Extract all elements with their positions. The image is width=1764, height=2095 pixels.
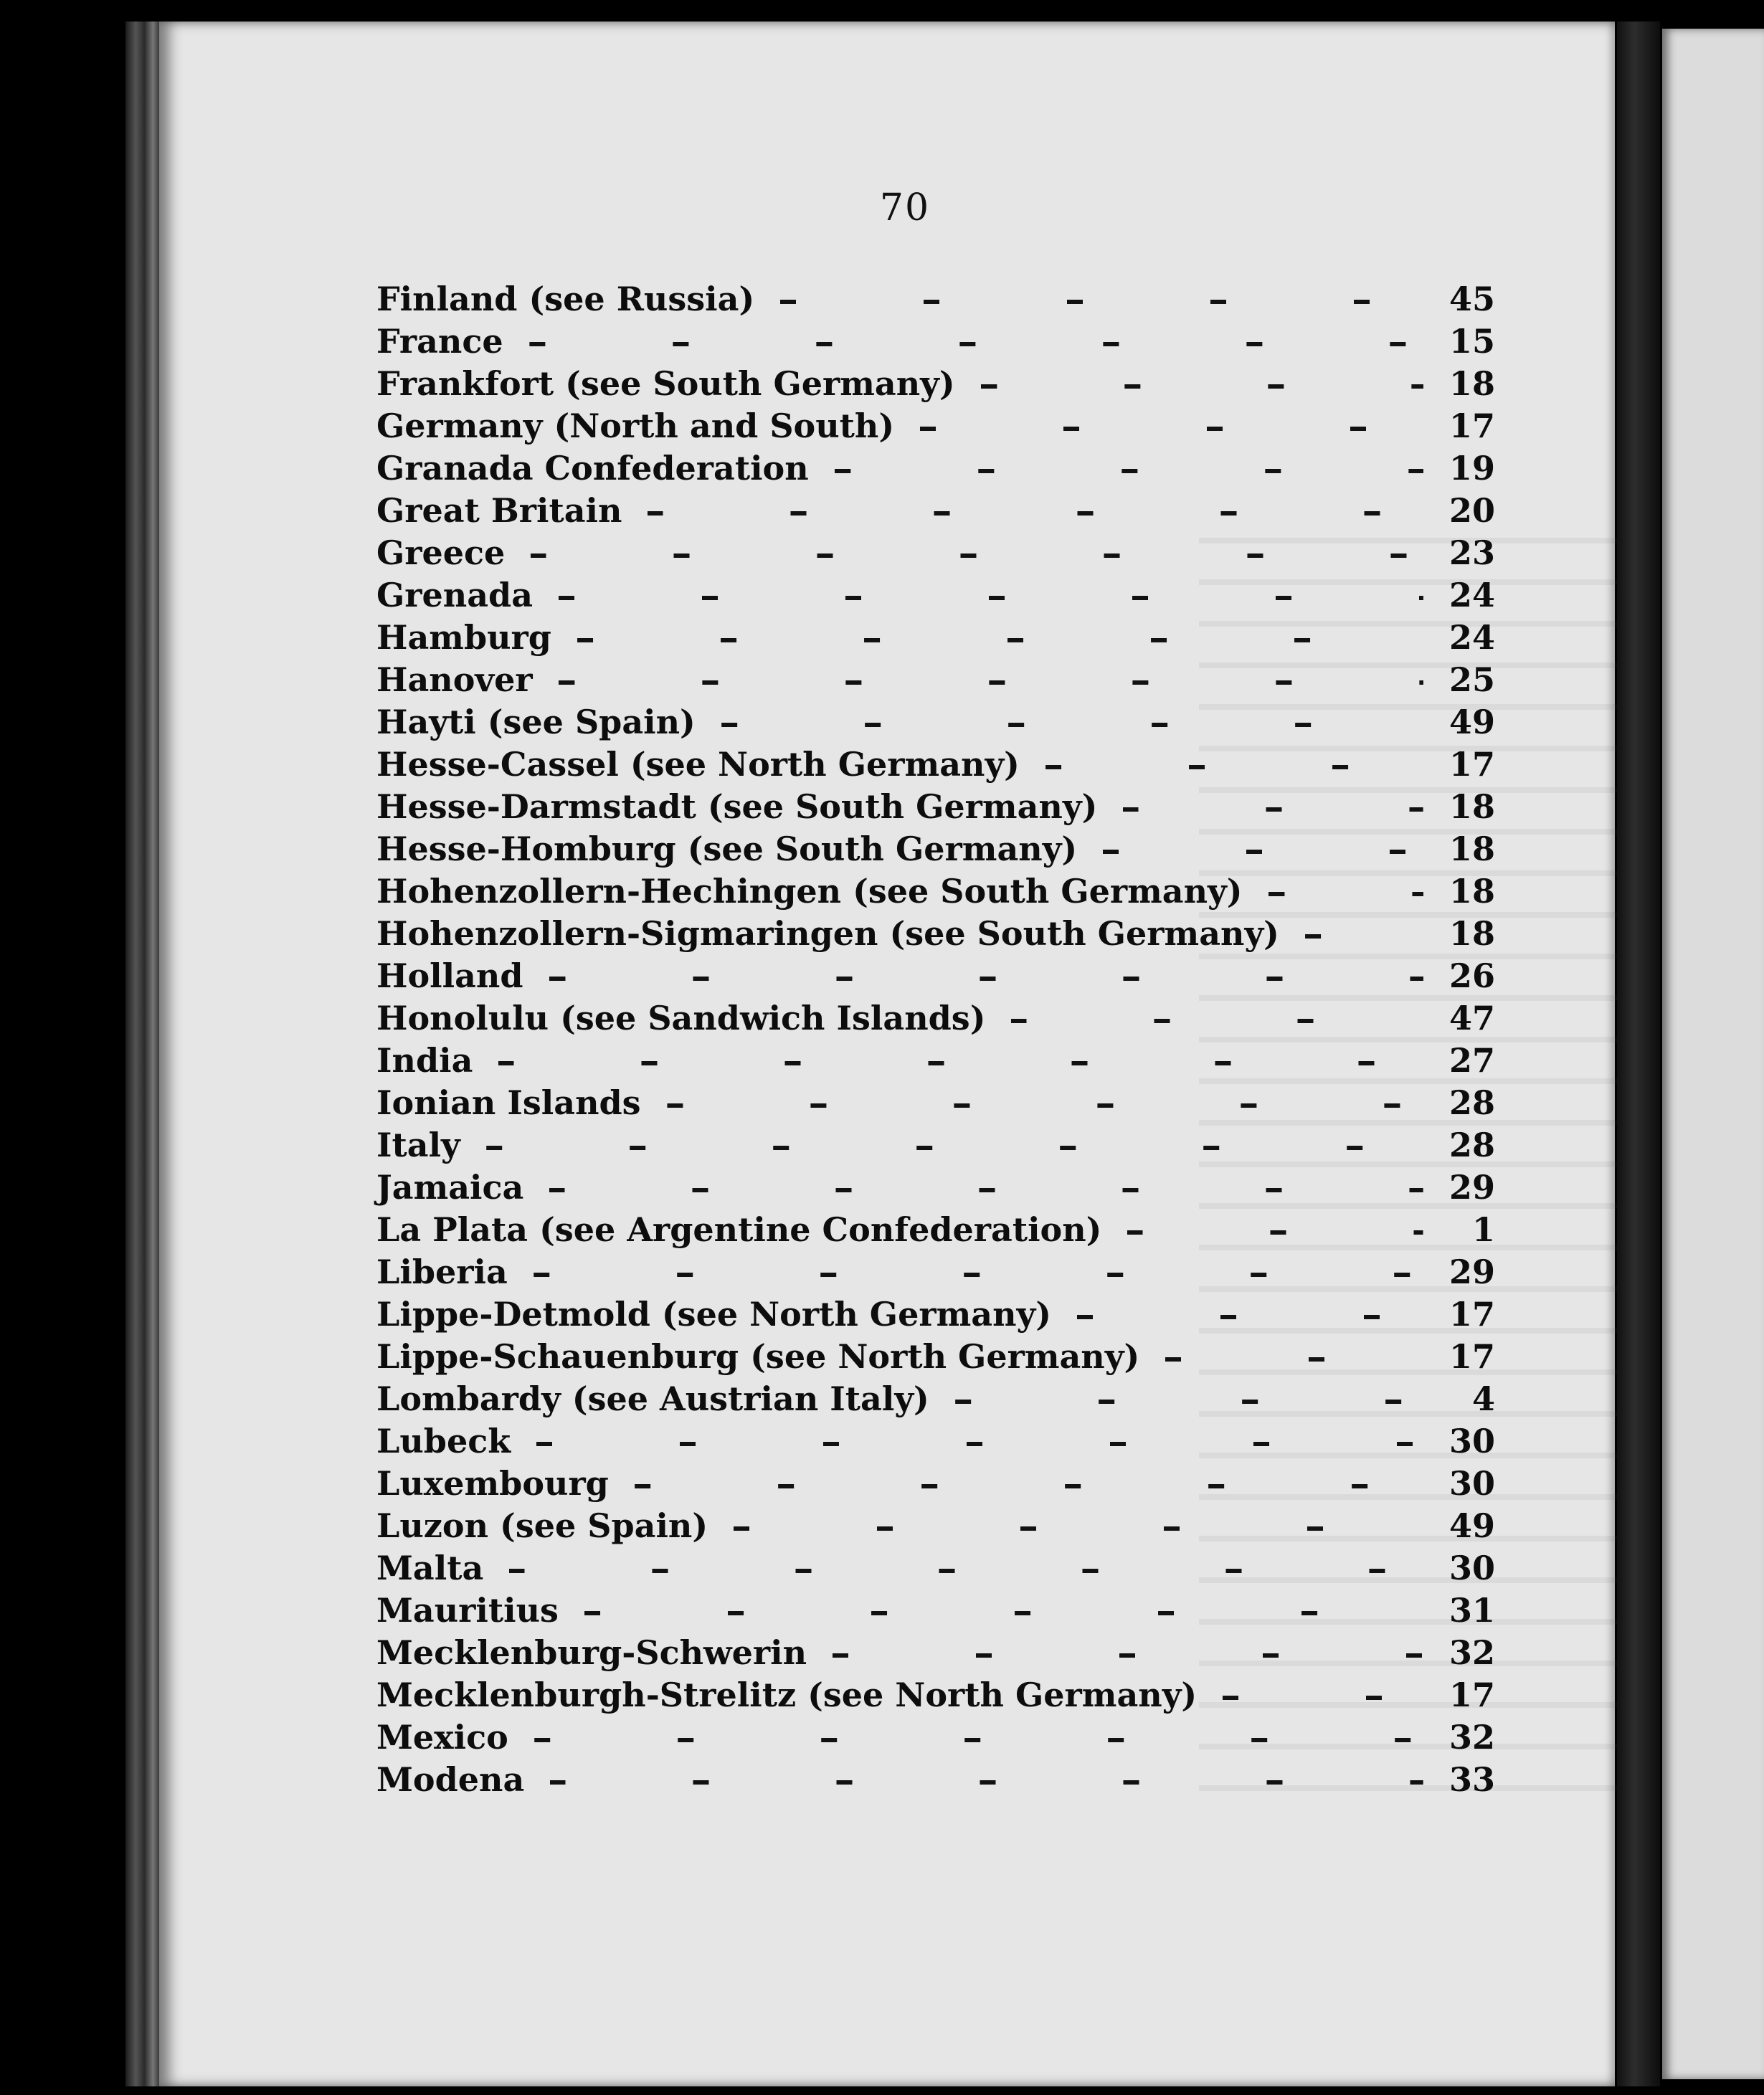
dot-leader bbox=[549, 971, 1423, 985]
entry-page-number: 19 bbox=[1448, 449, 1495, 488]
dot-leader bbox=[734, 1521, 1423, 1535]
entry-name: Hamburg bbox=[376, 618, 551, 657]
dot-leader bbox=[920, 421, 1423, 435]
entry-name: Hesse-Cassel (see North Germany) bbox=[376, 745, 1020, 784]
index-entry bbox=[376, 872, 1495, 914]
index-entry bbox=[376, 491, 1495, 533]
entry-name: Hesse-Homburg (see South Germany) bbox=[376, 830, 1078, 868]
index-entry bbox=[376, 364, 1495, 407]
index-entry bbox=[376, 1464, 1495, 1506]
index-entry bbox=[376, 576, 1495, 618]
entry-page-number: 4 bbox=[1471, 1379, 1495, 1418]
entry-page-number: 49 bbox=[1448, 1506, 1495, 1545]
entry-name: Luzon (see Spain) bbox=[376, 1506, 708, 1545]
index-entry bbox=[376, 956, 1495, 999]
index-entry bbox=[376, 660, 1495, 703]
entry-name: Granada Confederation bbox=[376, 449, 809, 488]
entry-page-number: 20 bbox=[1448, 491, 1495, 530]
index-entry bbox=[376, 1591, 1495, 1633]
entry-page-number: 32 bbox=[1448, 1718, 1495, 1757]
index-entry bbox=[376, 745, 1495, 787]
adjacent-page bbox=[1662, 29, 1764, 2079]
dot-leader bbox=[534, 1732, 1423, 1747]
entry-name: Frankfort (see South Germany) bbox=[376, 364, 955, 403]
index-entry bbox=[376, 1295, 1495, 1337]
dot-leader bbox=[550, 1775, 1423, 1789]
index-entry bbox=[376, 1083, 1495, 1126]
index-list bbox=[376, 280, 1495, 1802]
entry-page-number: 30 bbox=[1448, 1422, 1495, 1460]
entry-name: Lubeck bbox=[376, 1422, 511, 1460]
dot-leader bbox=[536, 1436, 1423, 1450]
index-entry bbox=[376, 1549, 1495, 1591]
entry-name: Mecklenburgh-Strelitz (see North Germany) bbox=[376, 1676, 1198, 1714]
index-entry bbox=[376, 1210, 1495, 1253]
dot-leader bbox=[486, 1140, 1423, 1154]
entry-name: Mauritius bbox=[376, 1591, 559, 1630]
dot-leader bbox=[559, 590, 1423, 604]
entry-page-number: 15 bbox=[1448, 322, 1495, 361]
dot-leader bbox=[1103, 844, 1423, 858]
entry-name: Hayti (see Spain) bbox=[376, 703, 696, 741]
dot-leader bbox=[1165, 1351, 1423, 1366]
index-entry bbox=[376, 533, 1495, 576]
entry-name: France bbox=[376, 322, 503, 361]
index-entry bbox=[376, 830, 1495, 872]
entry-page-number: 29 bbox=[1448, 1168, 1495, 1207]
entry-name: Lombardy (see Austrian Italy) bbox=[376, 1379, 929, 1418]
entry-page-number: 17 bbox=[1448, 407, 1495, 445]
dot-leader bbox=[1305, 928, 1423, 943]
dot-leader bbox=[584, 1605, 1423, 1620]
dot-leader bbox=[1123, 802, 1423, 816]
entry-page-number: 24 bbox=[1448, 618, 1495, 657]
entry-name: Modena bbox=[376, 1760, 525, 1799]
dot-leader bbox=[509, 1563, 1423, 1577]
index-entry bbox=[376, 280, 1495, 322]
dot-leader bbox=[833, 1648, 1423, 1662]
entry-page-number: 1 bbox=[1471, 1210, 1495, 1249]
index-entry bbox=[376, 1422, 1495, 1464]
entry-name: India bbox=[376, 1041, 473, 1080]
book-binding bbox=[125, 22, 160, 2086]
index-entry bbox=[376, 449, 1495, 491]
entry-name: Lippe-Detmold (see North Germany) bbox=[376, 1295, 1052, 1334]
dot-leader bbox=[529, 336, 1423, 351]
dot-leader bbox=[648, 505, 1423, 520]
dot-leader bbox=[498, 1055, 1423, 1070]
entry-name: Italy bbox=[376, 1126, 460, 1164]
index-entry bbox=[376, 322, 1495, 364]
index-entry bbox=[376, 407, 1495, 449]
entry-page-number: 25 bbox=[1448, 660, 1495, 699]
entry-name: Malta bbox=[376, 1549, 484, 1587]
index-entry bbox=[376, 618, 1495, 660]
entry-page-number: 31 bbox=[1448, 1591, 1495, 1630]
entry-name: Mecklenburg-Schwerin bbox=[376, 1633, 807, 1672]
entry-page-number: 32 bbox=[1448, 1633, 1495, 1672]
entry-page-number: 30 bbox=[1448, 1464, 1495, 1503]
entry-name: Liberia bbox=[376, 1253, 508, 1291]
entry-page-number: 17 bbox=[1448, 1676, 1495, 1714]
index-entry bbox=[376, 999, 1495, 1041]
entry-page-number: 18 bbox=[1448, 830, 1495, 868]
entry-name: Greece bbox=[376, 533, 506, 572]
entry-page-number: 28 bbox=[1448, 1083, 1495, 1122]
index-entry bbox=[376, 1168, 1495, 1210]
dot-leader bbox=[667, 1098, 1423, 1112]
entry-name: Hesse-Darmstadt (see South Germany) bbox=[376, 787, 1098, 826]
entry-page-number: 24 bbox=[1448, 576, 1495, 614]
entry-page-number: 17 bbox=[1448, 1295, 1495, 1334]
entry-page-number: 49 bbox=[1448, 703, 1495, 741]
entry-name: Mexico bbox=[376, 1718, 508, 1757]
entry-page-number: 26 bbox=[1448, 956, 1495, 995]
entry-page-number: 18 bbox=[1448, 787, 1495, 826]
dot-leader bbox=[955, 1394, 1423, 1408]
entry-page-number: 29 bbox=[1448, 1253, 1495, 1291]
entry-name: Holland bbox=[376, 956, 523, 995]
dot-leader bbox=[835, 463, 1423, 478]
dot-leader bbox=[780, 294, 1423, 308]
index-entry bbox=[376, 1506, 1495, 1549]
dot-leader bbox=[577, 632, 1423, 647]
dot-leader bbox=[1045, 759, 1423, 774]
index-entry bbox=[376, 914, 1495, 956]
index-entry bbox=[376, 1760, 1495, 1802]
dot-leader bbox=[1223, 1690, 1423, 1704]
entry-name: Lippe-Schauenburg (see North Germany) bbox=[376, 1337, 1140, 1376]
dot-leader bbox=[1011, 1013, 1423, 1027]
entry-page-number: 45 bbox=[1448, 280, 1495, 318]
entry-page-number: 18 bbox=[1448, 364, 1495, 403]
entry-name: Honolulu (see Sandwich Islands) bbox=[376, 999, 986, 1037]
index-entry bbox=[376, 1633, 1495, 1676]
index-entry bbox=[376, 1718, 1495, 1760]
entry-page-number: 18 bbox=[1448, 914, 1495, 953]
entry-page-number: 30 bbox=[1448, 1549, 1495, 1587]
entry-name: Hohenzollern-Sigmaringen (see South Germany) bbox=[376, 914, 1279, 953]
page-number: 70 bbox=[879, 186, 931, 229]
entry-name: Jamaica bbox=[376, 1168, 524, 1207]
entry-name: Luxembourg bbox=[376, 1464, 609, 1503]
dot-leader bbox=[534, 1267, 1423, 1281]
dot-leader bbox=[1127, 1225, 1423, 1239]
dot-leader bbox=[531, 548, 1423, 562]
dot-leader bbox=[635, 1478, 1423, 1493]
entry-page-number: 17 bbox=[1448, 1337, 1495, 1376]
index-entry bbox=[376, 1337, 1495, 1379]
entry-name: Grenada bbox=[376, 576, 534, 614]
entry-name: Ionian Islands bbox=[376, 1083, 641, 1122]
dot-leader bbox=[721, 717, 1423, 731]
entry-page-number: 47 bbox=[1448, 999, 1495, 1037]
dot-leader bbox=[981, 379, 1423, 393]
index-entry bbox=[376, 1379, 1495, 1422]
entry-page-number: 28 bbox=[1448, 1126, 1495, 1164]
entry-name: Great Britain bbox=[376, 491, 622, 530]
dot-leader bbox=[559, 675, 1423, 689]
index-entry bbox=[376, 787, 1495, 830]
index-entry bbox=[376, 703, 1495, 745]
dot-leader bbox=[1269, 886, 1423, 901]
entry-name: Hohenzollern-Hechingen (see South Germany) bbox=[376, 872, 1243, 911]
dot-leader bbox=[1077, 1309, 1423, 1324]
dot-leader bbox=[549, 1182, 1423, 1197]
entry-page-number: 33 bbox=[1448, 1760, 1495, 1799]
index-entry bbox=[376, 1041, 1495, 1083]
index-entry bbox=[376, 1126, 1495, 1168]
entry-name: Hanover bbox=[376, 660, 533, 699]
entry-name: La Plata (see Argentine Confederation) bbox=[376, 1210, 1102, 1249]
entry-page-number: 23 bbox=[1448, 533, 1495, 572]
entry-name: Germany (North and South) bbox=[376, 407, 895, 445]
index-entry bbox=[376, 1253, 1495, 1295]
index-entry bbox=[376, 1676, 1495, 1718]
page-edge bbox=[1617, 22, 1660, 2086]
entry-page-number: 27 bbox=[1448, 1041, 1495, 1080]
entry-page-number: 18 bbox=[1448, 872, 1495, 911]
entry-page-number: 17 bbox=[1448, 745, 1495, 784]
entry-name: Finland (see Russia) bbox=[376, 280, 755, 318]
